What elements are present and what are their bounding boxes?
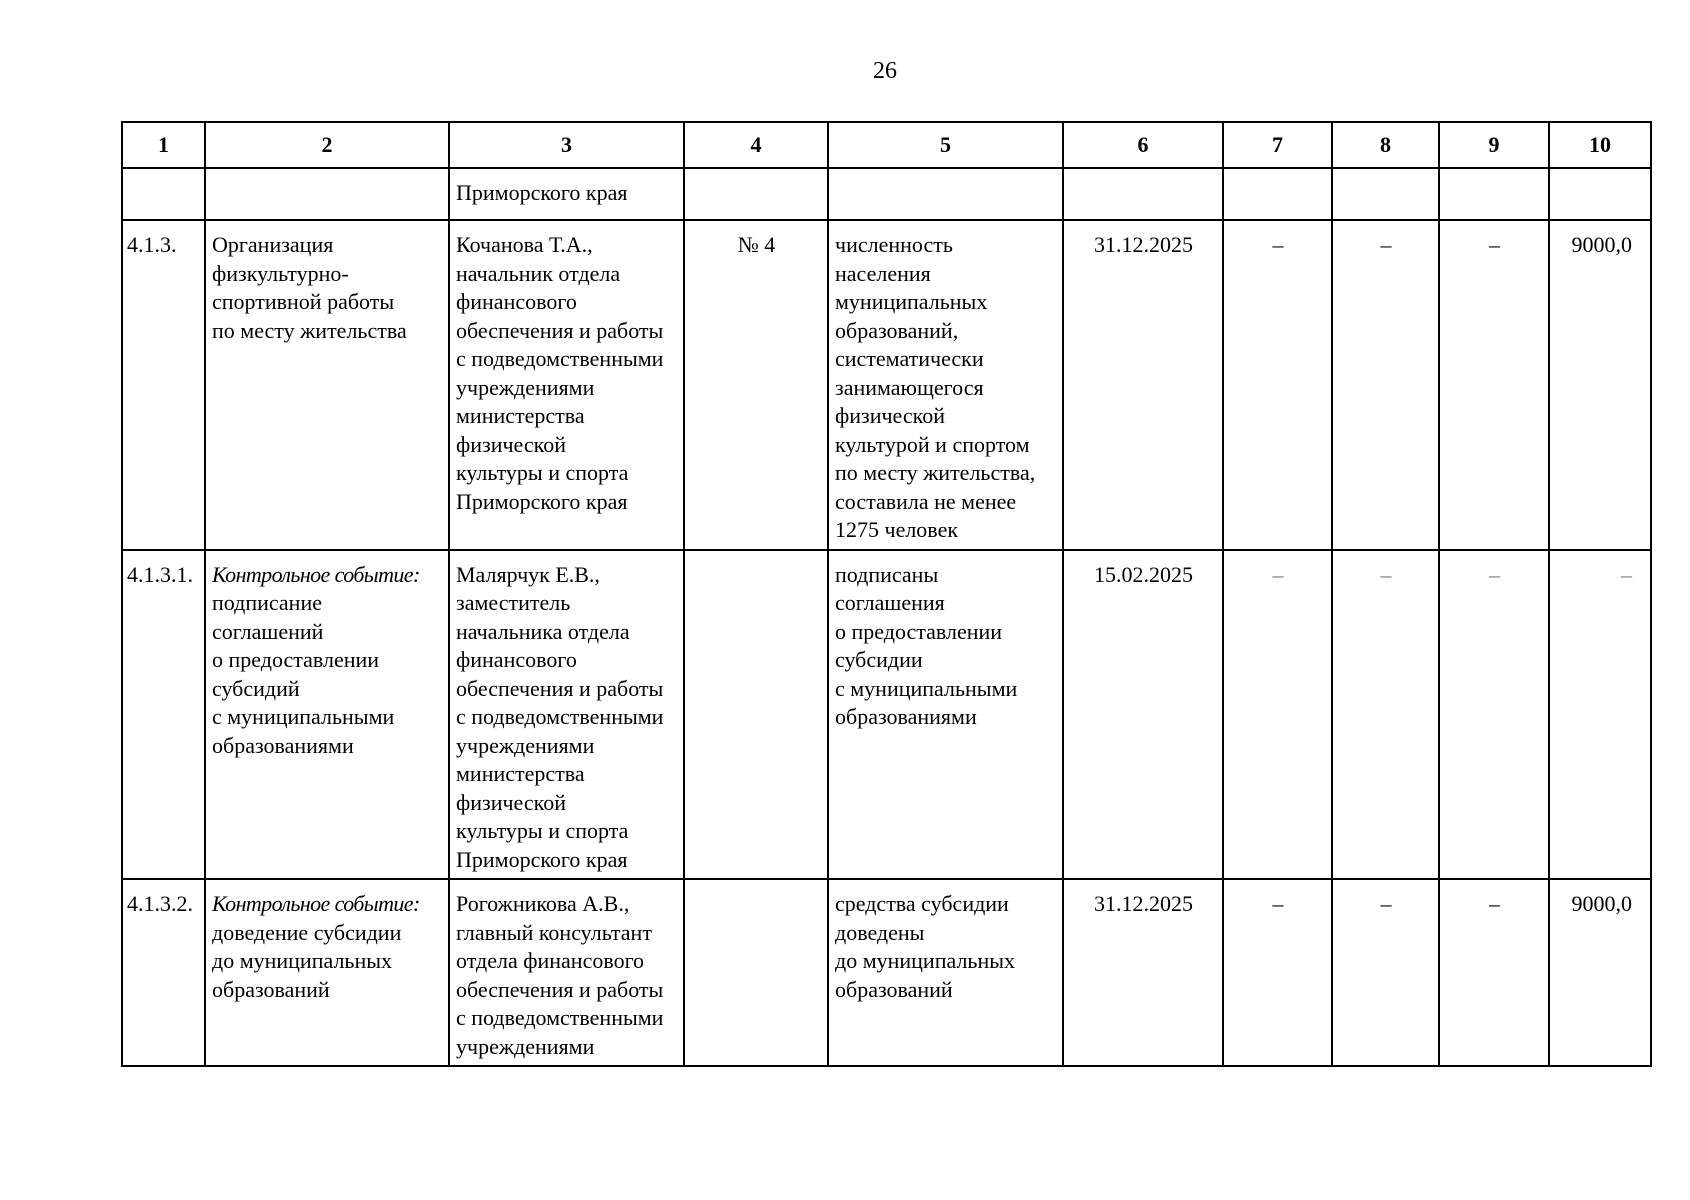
cell-empty bbox=[205, 168, 449, 220]
row-number: 4.1.3.2. bbox=[122, 879, 205, 1066]
continuation-text: Приморского края bbox=[449, 168, 684, 220]
col8-value: – bbox=[1332, 879, 1439, 1066]
header-row bbox=[122, 122, 1651, 168]
control-event-label: Контрольное событие: bbox=[212, 891, 420, 916]
col4-value bbox=[684, 550, 828, 880]
col4-value: № 4 bbox=[684, 220, 828, 550]
activity-name bbox=[205, 879, 449, 1066]
cell-empty bbox=[1549, 168, 1651, 220]
col9-value: – bbox=[1439, 550, 1549, 880]
expected-result: средства субсидии доведены до муниципальных образований bbox=[828, 879, 1063, 1066]
page-number: 26 bbox=[873, 58, 897, 84]
col8-value: – bbox=[1332, 220, 1439, 550]
expected-result: подписаны соглашения о предоставлении субсидии с муниципальными образованиями bbox=[828, 550, 1063, 880]
header-col-9: 9 bbox=[1439, 122, 1549, 168]
col7-value: – bbox=[1223, 550, 1332, 880]
table-row bbox=[122, 220, 1651, 550]
continuation-row bbox=[122, 168, 1651, 220]
col7-value: – bbox=[1223, 879, 1332, 1066]
activity-name bbox=[205, 550, 449, 880]
deadline-date: 31.12.2025 bbox=[1063, 879, 1223, 1066]
activity-text: доведение субсидии до муниципальных образований bbox=[212, 919, 402, 1002]
cell-empty bbox=[828, 168, 1063, 220]
cell-empty bbox=[1223, 168, 1332, 220]
header-col-10: 10 bbox=[1549, 122, 1651, 168]
activity-name: Организация физкультурно- спортивной работы по месту жительства bbox=[205, 220, 449, 550]
col8-value: – bbox=[1332, 550, 1439, 880]
header-col-6: 6 bbox=[1063, 122, 1223, 168]
control-event-label: Контрольное событие: bbox=[212, 561, 420, 587]
table-row bbox=[122, 550, 1651, 880]
header-col-8: 8 bbox=[1332, 122, 1439, 168]
cell-empty bbox=[1439, 168, 1549, 220]
header-col-4: 4 bbox=[684, 122, 828, 168]
col10-value: 9000,0 bbox=[1549, 220, 1651, 550]
deadline-date: 31.12.2025 bbox=[1063, 220, 1223, 550]
expected-result: численность населения муниципальных образований, систематически занимающегося физической культурой и спортом по месту жительства, составила не менее 1275 человек bbox=[828, 220, 1063, 550]
header-col-2: 2 bbox=[205, 122, 449, 168]
col9-value: – bbox=[1439, 220, 1549, 550]
responsible-person: Рогожникова А.В., главный консультант отдела финансового обеспечения и работы с подведомственными учреждениями bbox=[449, 879, 684, 1066]
cell-empty bbox=[122, 168, 205, 220]
responsible-person: Кочанова Т.А., начальник отдела финансового обеспечения и работы с подведомственными учреждениями министерства физической культуры и спорта Приморского края bbox=[449, 220, 684, 550]
col10-value: 9000,0 bbox=[1549, 879, 1651, 1066]
col4-value bbox=[684, 879, 828, 1066]
header-col-3: 3 bbox=[449, 122, 684, 168]
document-table bbox=[121, 121, 1652, 1067]
table-row bbox=[122, 879, 1651, 1066]
header-col-5: 5 bbox=[828, 122, 1063, 168]
header-col-7: 7 bbox=[1223, 122, 1332, 168]
row-number: 4.1.3.1. bbox=[122, 550, 205, 880]
cell-empty bbox=[1063, 168, 1223, 220]
deadline-date: 15.02.2025 bbox=[1063, 550, 1223, 880]
col9-value: – bbox=[1439, 879, 1549, 1066]
col7-value: – bbox=[1223, 220, 1332, 550]
responsible-person: Малярчук Е.В., заместитель начальника отдела финансового обеспечения и работы с подведомственными учреждениями министерства физической культуры и спорта Приморского края bbox=[449, 550, 684, 880]
cell-empty bbox=[684, 168, 828, 220]
row-number: 4.1.3. bbox=[122, 220, 205, 550]
col10-value: – bbox=[1549, 550, 1651, 880]
activity-text: подписание соглашений о предоставлении субсидий с муниципальными образованиями bbox=[212, 590, 395, 758]
header-col-1: 1 bbox=[122, 122, 205, 168]
cell-empty bbox=[1332, 168, 1439, 220]
